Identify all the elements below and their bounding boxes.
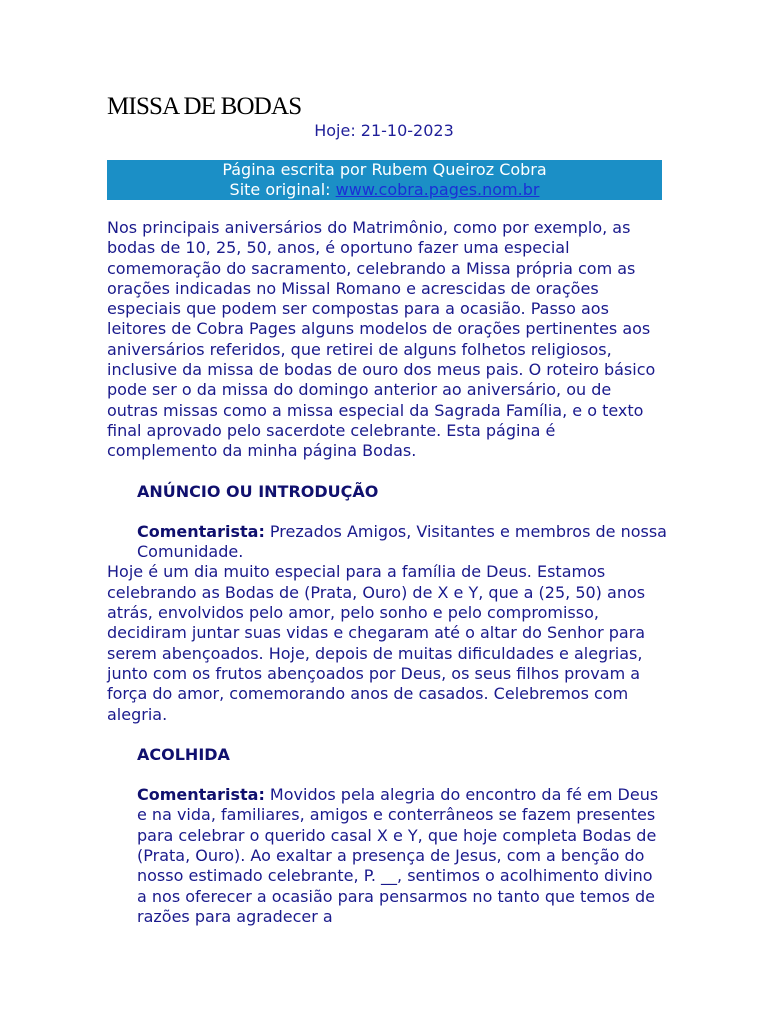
section-heading-anuncio: ANÚNCIO OU INTRODUÇÃO	[137, 481, 379, 501]
acolhida-text: Movidos pela alegria do encontro da fé em Deus e na vida, familiares, amigos e conterrâneos se fazem presentes para celebrar o querido casal X e Y, que hoje completa Bodas de (Prata, Ouro). Ao exaltar a presença de Jesus, com a benção do nosso estimado celebrante, P. __, sentimos o acolhimento divino a nos oferecer a ocasião para pensarmos no tanto que temos de razões para agradecer a	[137, 785, 659, 926]
page-title: MISSA DE BODAS	[107, 93, 302, 120]
intro-paragraph: Nos principais aniversários do Matrimônio, como por exemplo, as bodas de 10, 25, 50, anos, é oportuno fazer uma especial comemoração do sacramento, celebrando a Missa própria com as orações indicadas no Missal Romano e acrescidas de orações especiais que podem ser compostas para a ocasião. Passo aos leitores de Cobra Pages alguns modelos de orações pertinentes aos aniversários referidos, que retirei de alguns folhetos religiosos, inclusive da missa de bodas de ouro dos meus pais. O roteiro básico pode ser o da missa do domingo anterior ao aniversário, ou de outras missas como a missa especial da Sagrada Família, e o texto final aprovado pelo sacerdote celebrante. Esta página é complemento da minha página Bodas.	[107, 218, 656, 461]
commentator-label: Comentarista:	[137, 521, 265, 541]
site-link[interactable]: www.cobra.pages.nom.br	[335, 180, 540, 199]
commentator-label: Comentarista:	[137, 785, 265, 805]
article-body	[107, 218, 667, 927]
anuncio-paragraph	[107, 522, 667, 563]
acolhida-paragraph	[107, 785, 667, 927]
site-label: Site original:	[229, 180, 336, 199]
author-banner	[107, 160, 662, 200]
site-line	[107, 180, 662, 200]
date-line: Hoje: 21-10-2023	[314, 121, 454, 140]
anuncio-continuation: Hoje é um dia muito especial para a família de Deus. Estamos celebrando as Bodas de (Prata, Ouro) de X e Y, que a (25, 50) anos atrás, envolvidos pelo amor, pelo sonho e pelo compromisso, decidiram juntar suas vidas e chegaram até o altar do Senhor para serem abençoados. Hoje, depois de muitas dificuldades e alegrias, junto com os frutos abençoados por Deus, os seus filhos provam a força do amor, comemorando anos de casados. Celebremos com alegria.	[107, 562, 646, 724]
author-line: Página escrita por Rubem Queiroz Cobra	[222, 160, 547, 179]
section-heading-acolhida: ACOLHIDA	[137, 744, 230, 764]
anuncio-text: Prezados Amigos, Visitantes e membros de nossa Comunidade.	[137, 521, 667, 562]
